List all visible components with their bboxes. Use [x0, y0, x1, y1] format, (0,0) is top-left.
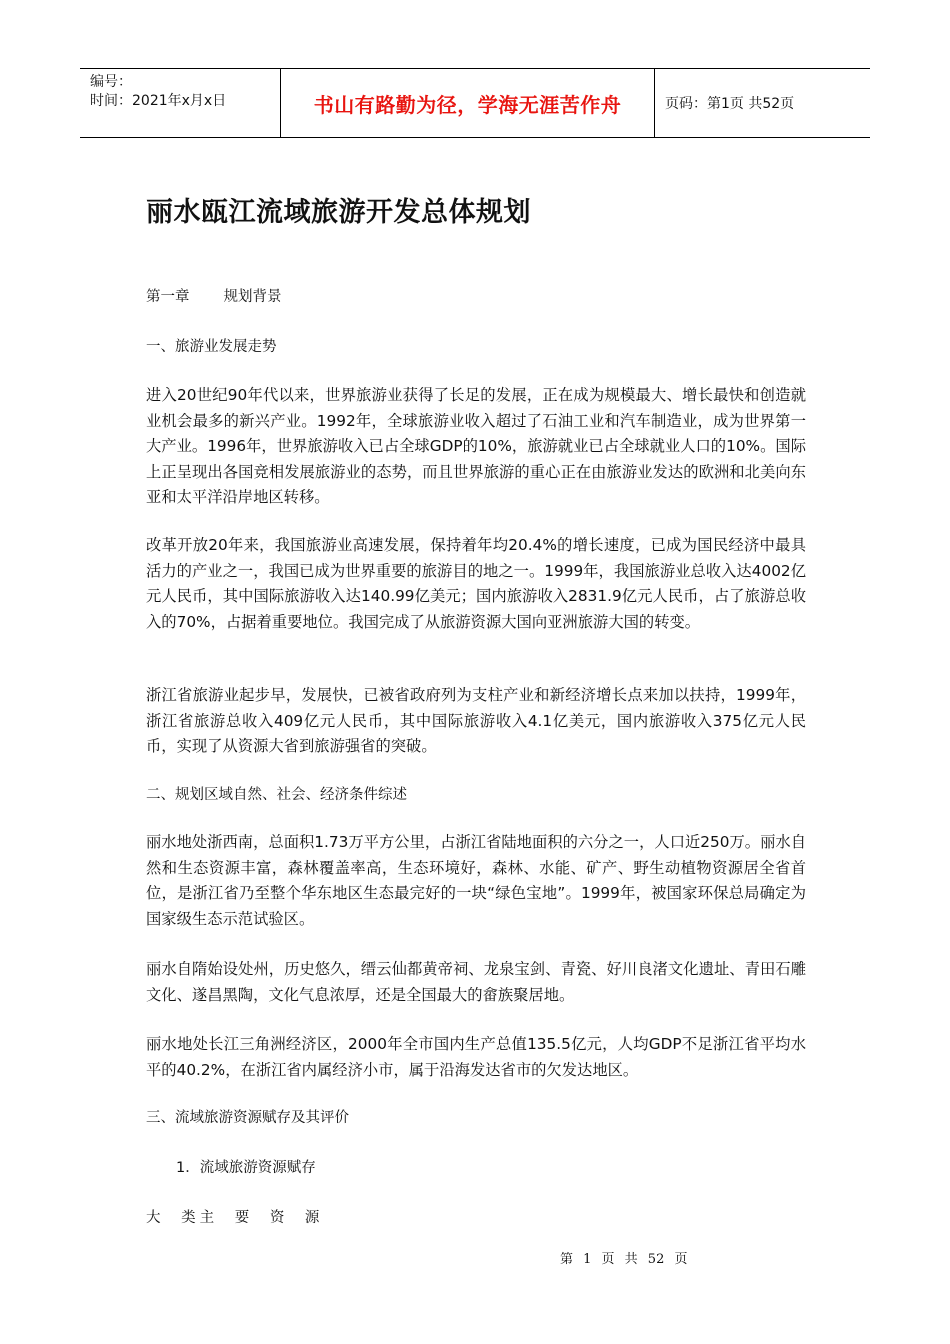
header-page-info-cell: [655, 69, 870, 137]
subsection-heading: 1．流域旅游资源赋存: [176, 1160, 316, 1176]
chapter-title: 规划背景: [223, 289, 282, 305]
number-label: 编号：: [90, 74, 132, 90]
paragraph-1: 进入20世纪90年代以来，世界旅游业获得了长足的发展，正在成为规模最大、增长最快和创造就业机会最多的新兴产业。1992年，全球旅游业收入超过了石油工业和汽车制造业，成为世界第一大产业。1996年，世界旅游收入已占全球GDP的10%，旅游就业已占全球就业人口的10%。国际上正呈现出各国竞相发展旅游业的态势，而且世界旅游的重心正在由旅游业发达的欧洲和北美向东亚和太平洋沿岸地区转移。: [146, 386, 806, 506]
motto-text: 书山有路勤为径，学海无涯苦作舟: [313, 92, 622, 117]
page-info: 页码：第1页 共52页: [665, 96, 795, 112]
time-label: 时间：2021年x月x日: [90, 93, 227, 109]
paragraph-4: 丽水地处浙西南，总面积1.73万平方公里，占浙江省陆地面积的六分之一，人口近250万。丽水自然和生态资源丰富，森林覆盖率高，生态环境好，森林、水能、矿产、野生动植物资源居全省首位，是浙江省乃至整个华东地区生态最完好的一块“绿色宝地”。1999年，被国家环保总局确定为国家级生态示范试验区。: [146, 833, 806, 928]
table-header-row: 大 类主 要 资 源: [146, 1210, 324, 1226]
chapter-heading: [146, 287, 806, 307]
header-motto-cell: [281, 69, 655, 137]
paragraph-3: 浙江省旅游业起步早，发展快，已被省政府列为支柱产业和新经济增长点来加以扶持，1999年，浙江省旅游总收入409亿元人民币，其中国际旅游收入4.1亿美元，国内旅游收入375亿元人民币，实现了从资源大省到旅游强省的突破。: [146, 686, 806, 755]
header-meta: [80, 69, 281, 137]
paragraph-2: 改革开放20年来，我国旅游业高速发展，保持着年均20.4%的增长速度，已成为国民经济中最具活力的产业之一，我国已成为世界重要的旅游目的地之一。1999年，我国旅游业总收入达4002亿元人民币，其中国际旅游收入达140.99亿美元；国内旅游收入2831.9亿元人民币，占了旅游总收入的70%，占据着重要地位。我国完成了从旅游资源大国向亚洲旅游大国的转变。: [146, 536, 806, 631]
paragraph-6: 丽水地处长江三角洲经济区，2000年全市国内生产总值135.5亿元，人均GDP不足浙江省平均水平的40.2%，在浙江省内属经济小市，属于沿海发达省市的欠发达地区。: [146, 1035, 806, 1079]
page-header: [80, 68, 870, 138]
section-heading-3: 三、流域旅游资源赋存及其评价: [146, 1110, 349, 1126]
page-footer: 第 1 页 共 52 页: [560, 1252, 688, 1267]
section-heading-1: 一、旅游业发展走势: [146, 339, 277, 355]
chapter-number: 第一章: [146, 289, 190, 305]
document-title: 丽水瓯江流域旅游开发总体规划: [146, 197, 531, 228]
section-heading-2: 二、规划区域自然、社会、经济条件综述: [146, 787, 407, 803]
paragraph-5: 丽水自隋始设处州，历史悠久，缙云仙都黄帝祠、龙泉宝剑、青瓷、好川良渚文化遗址、青田石雕文化、遂昌黑陶，文化气息浓厚，还是全国最大的畲族聚居地。: [146, 960, 806, 1004]
